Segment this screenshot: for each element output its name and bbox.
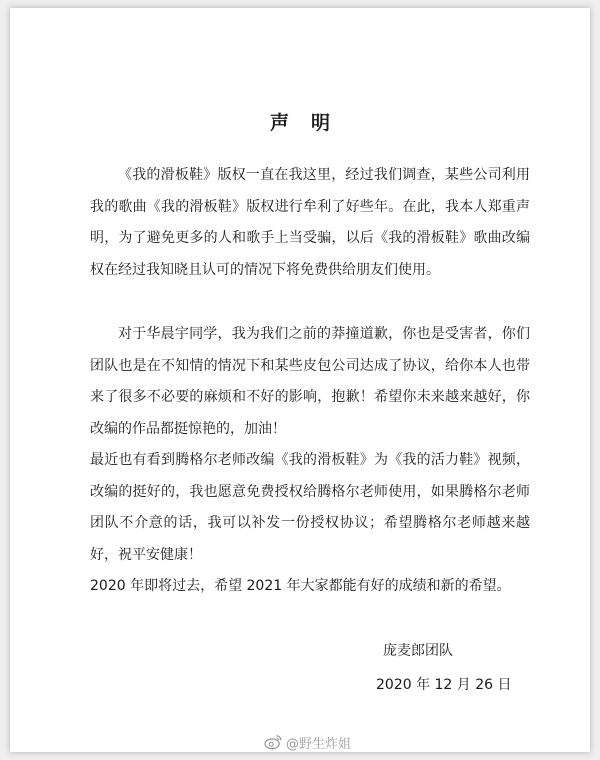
watermark-text: @野生炸姐	[286, 736, 352, 752]
weibo-watermark	[264, 732, 351, 752]
paragraph-authorization: 最近也有看到腾格尔老师改编《我的滑板鞋》为《我的活力鞋》视频，改编的挺好的，我也愿意免费授权给腾格尔老师使用，如果腾格尔老师团队不介意的话，我可以补发一份授权协议；希望腾格尔老师越来越好，祝平安健康！	[90, 452, 530, 563]
signature: 庞麦郎团队	[383, 643, 453, 659]
paragraph-copyright: 《我的滑板鞋》版权一直在我这里，经过我们调查，某些公司利用我的歌曲《我的滑板鞋》版权进行牟利了好些年。在此，我本人郑重声明，为了避免更多的人和歌手上当受骗，以后《我的滑板鞋》歌曲改编权在经过我知晓且认可的情况下将免费供给朋友们使用。	[90, 167, 530, 278]
weibo-logo-icon	[264, 734, 282, 750]
paragraph-apology: 对于华晨宇同学，我为我们之前的莽撞道歉，你也是受害者，你们团队也是在不知情的情况下和某些皮包公司达成了协议，给你本人也带来了很多不必要的麻烦和不好的影响，抱歉！希望你未来越来越好，你改编的作品都挺惊艳的，加油！	[90, 326, 530, 437]
signature-date: 2020 年 12 月 26 日	[376, 677, 512, 693]
statement-title: 声明	[269, 112, 352, 134]
paragraph-new-year: 2020 年即将过去，希望 2021 年大家都能有好的成绩和新的希望。	[90, 578, 511, 594]
statement-page	[10, 8, 590, 752]
